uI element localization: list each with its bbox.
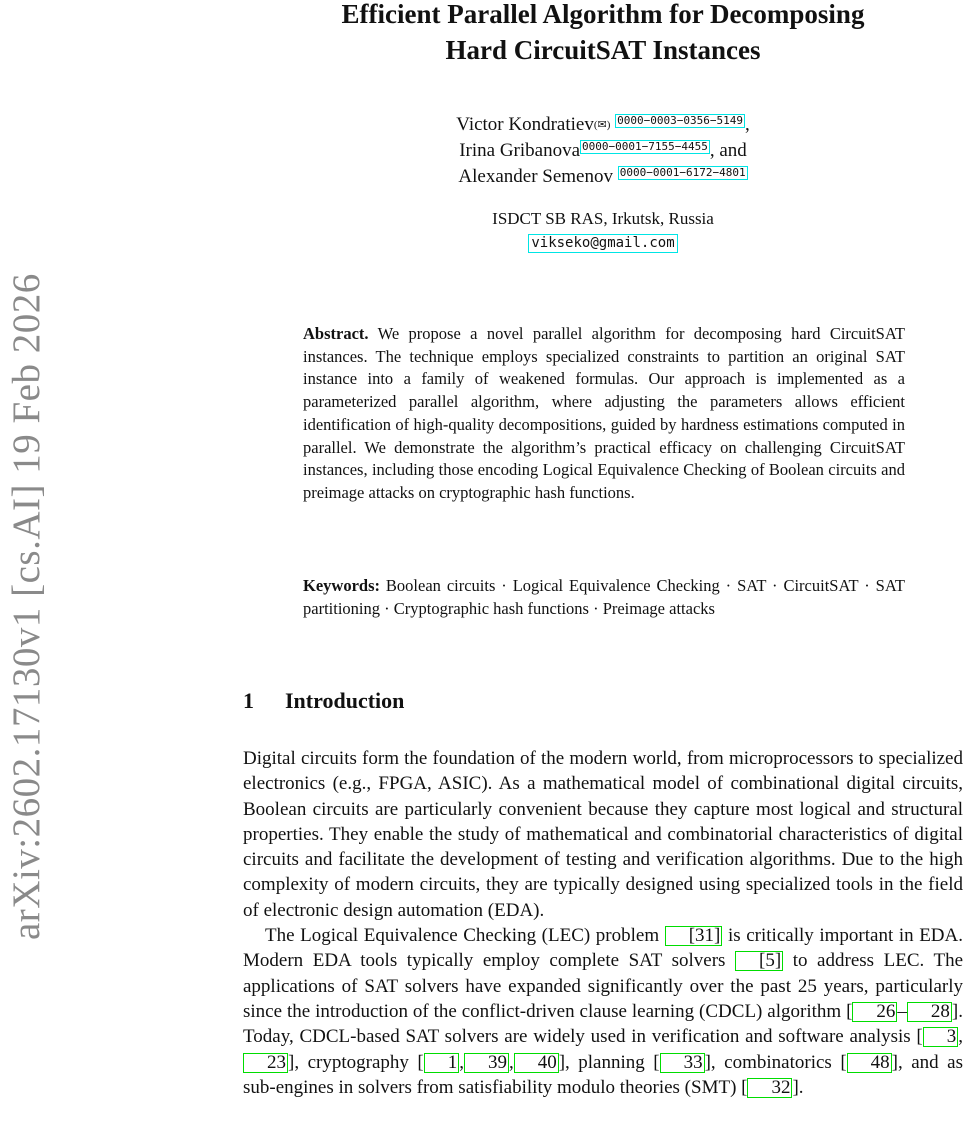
text-run: , <box>459 1051 464 1073</box>
citation-link[interactable]: 39 <box>464 1053 509 1073</box>
citation-link[interactable]: [31] <box>665 926 723 946</box>
author-name: Alexander Semenov <box>458 166 613 187</box>
paragraph <box>243 923 963 1100</box>
text-run: ], cryptography [ <box>288 1051 424 1073</box>
section-number: 1 <box>243 688 254 713</box>
author-2 <box>243 138 963 164</box>
author-separator: , <box>745 114 750 135</box>
text-run: The Logical Equivalence Checking (LEC) problem <box>265 925 665 947</box>
email-link[interactable]: vikseko@gmail.com <box>528 234 677 253</box>
abstract-label: Abstract. <box>303 324 369 343</box>
citation-link[interactable]: 3 <box>923 1027 959 1047</box>
author-name: Irina Gribanova <box>459 140 581 161</box>
affiliation-block <box>243 207 963 253</box>
text-run: , <box>958 1026 963 1048</box>
author-3 <box>243 164 963 190</box>
text-run: , <box>508 1051 514 1073</box>
citation-link[interactable]: 28 <box>907 1002 952 1022</box>
citation-link[interactable]: 26 <box>852 1002 897 1022</box>
keywords <box>303 575 905 620</box>
section-body <box>243 746 963 1100</box>
abstract-text: We propose a novel parallel algorithm for decomposing hard CircuitSAT instances. The technique employs specialized constraints to partition an original SAT instance into a family of weakened formulas. Our approach is implemented as a parameterized parallel algorithm, where adjusting the parameters allows efficient identification of high-quality decompositions, guided by hardness estimations computed in parallel. We demonstrate the algorithm’s practical efficacy on challenging CircuitSAT instances, including those encoding Logical Equivalence Checking of Boolean circuits and preimage attacks on cryptographic hash functions. <box>303 324 906 502</box>
citation-link[interactable]: 23 <box>243 1053 288 1073</box>
citation-link[interactable]: 40 <box>514 1053 559 1073</box>
citation-link[interactable]: 32 <box>747 1078 792 1098</box>
text-run: is critically important in EDA. Modern EDA tools typically employ complete SAT solvers <box>243 925 963 972</box>
section-heading <box>243 688 404 714</box>
abstract <box>303 323 905 505</box>
corresponding-author-mark: (✉) <box>593 119 611 131</box>
citation-link[interactable]: 33 <box>660 1053 705 1073</box>
text-run: ], and as sub-engines in solvers from satisfiability modulo theories (SMT) [ <box>243 1051 963 1098</box>
title-line-1: Efficient Parallel Algorithm for Decomposing <box>341 0 865 29</box>
citation-link[interactable]: 48 <box>847 1053 892 1073</box>
text-run: ], planning [ <box>558 1051 660 1073</box>
orcid-link[interactable]: 0000−0001−6172−4801 <box>619 166 746 179</box>
arxiv-identifier: arXiv:2602.17130v1 [cs.AI] 19 Feb 2026 <box>5 273 48 940</box>
text-run: ], combinatorics [ <box>704 1051 847 1073</box>
paragraph: Digital circuits form the foundation of the modern world, from microprocessors to specialized electronics (e.g., FPGA, ASIC). As a mathematical model of combinational digital circuits, Boolean circuits are particularly convenient because they capture most logical and structural properties. They enable the study of mathematical and combinatorial characteristics of digital circuits and facilitate the development of testing and verification algorithms. Due to the high complexity of modern circuits, they are typically designed using specialized tools in the field of electronic design automation (EDA). <box>243 748 963 921</box>
keywords-text: Boolean circuits · Logical Equivalence Checking · SAT · CircuitSAT · SAT partitioning · Cryptographic hash functions · Preimage attacks <box>303 576 905 618</box>
citation-link[interactable]: 1 <box>424 1053 460 1073</box>
text-run: ]. Today, CDCL-based SAT solvers are widely used in verification and software analysis [ <box>243 1000 963 1048</box>
affiliation: ISDCT SB RAS, Irkutsk, Russia <box>492 209 714 228</box>
keywords-label: Keywords: <box>303 576 380 595</box>
orcid-link[interactable]: 0000−0003−0356−5149 <box>617 114 743 127</box>
author-list <box>243 112 963 190</box>
paper-title <box>243 0 963 68</box>
text-run: – <box>897 1000 907 1022</box>
citation-link[interactable]: [5] <box>735 951 783 971</box>
section-title: Introduction <box>285 688 405 713</box>
text-run: ]. <box>792 1076 804 1098</box>
author-separator: , and <box>709 140 747 161</box>
author-name: Victor Kondratiev <box>456 114 594 135</box>
text-run: to address LEC. The applications of SAT solvers have expanded significantly over the past 25 years, particularly since the introduction of the conflict-driven clause learning (CDCL) algorithm [ <box>243 950 963 1022</box>
title-line-2: Hard CircuitSAT Instances <box>445 35 761 65</box>
author-1 <box>243 112 963 138</box>
orcid-link[interactable]: 0000−0001−7155−4455 <box>582 140 708 153</box>
